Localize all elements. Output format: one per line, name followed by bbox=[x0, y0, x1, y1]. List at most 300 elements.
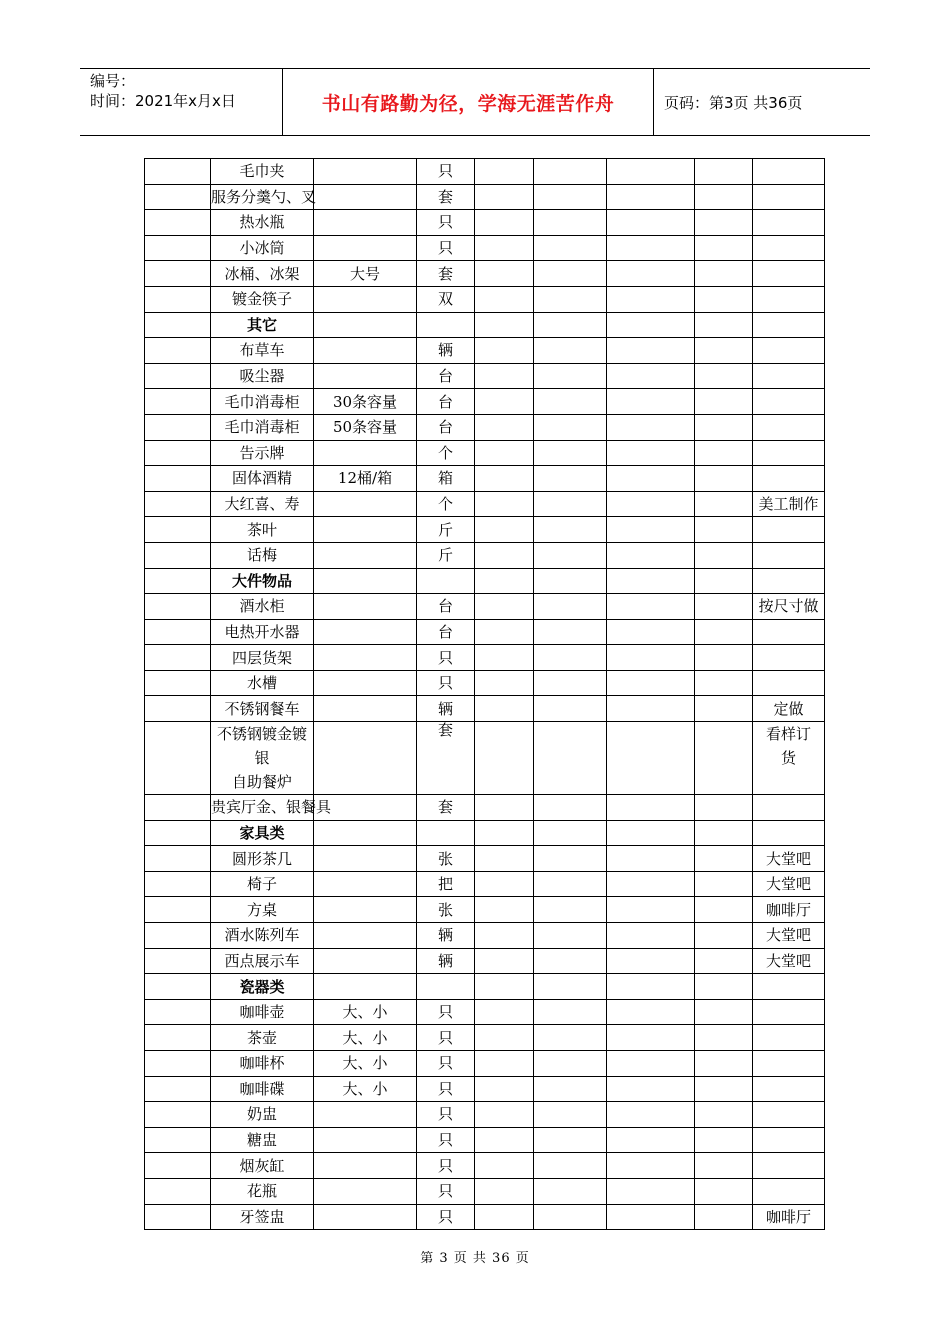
table-row bbox=[145, 619, 825, 645]
cell-note: 看样订 货 bbox=[753, 722, 825, 795]
cell-empty bbox=[534, 235, 607, 261]
cell-spec bbox=[314, 491, 417, 517]
cell-empty bbox=[607, 491, 695, 517]
cell-name: 圆形茶几 bbox=[211, 846, 314, 872]
cell-name: 椅子 bbox=[211, 871, 314, 897]
cell-unit: 只 bbox=[417, 1153, 475, 1179]
cell-name: 其它 bbox=[211, 312, 314, 338]
cell-empty bbox=[534, 1204, 607, 1230]
cell-empty bbox=[695, 363, 753, 389]
cell-name: 热水瓶 bbox=[211, 210, 314, 236]
cell-note bbox=[753, 974, 825, 1000]
cell-empty bbox=[607, 1025, 695, 1051]
cell-name: 家具类 bbox=[211, 820, 314, 846]
cell-note: 大堂吧 bbox=[753, 846, 825, 872]
cell-empty bbox=[607, 1204, 695, 1230]
cell-empty bbox=[695, 491, 753, 517]
cell-empty bbox=[607, 414, 695, 440]
cell-empty bbox=[475, 159, 534, 185]
cell-spec bbox=[314, 722, 417, 795]
cell-empty bbox=[534, 184, 607, 210]
cell-name: 大红喜、寿 bbox=[211, 491, 314, 517]
cell-unit: 只 bbox=[417, 1025, 475, 1051]
table-row bbox=[145, 338, 825, 364]
cell-name: 不锈钢餐车 bbox=[211, 696, 314, 722]
cell-spec bbox=[314, 517, 417, 543]
cell-name: 西点展示车 bbox=[211, 948, 314, 974]
cell-name: 不锈钢镀金镀银 自助餐炉 bbox=[211, 722, 314, 795]
cell-empty bbox=[145, 619, 211, 645]
cell-empty bbox=[475, 491, 534, 517]
cell-note bbox=[753, 1051, 825, 1077]
cell-spec bbox=[314, 1127, 417, 1153]
cell-empty bbox=[607, 261, 695, 287]
cell-note bbox=[753, 235, 825, 261]
cell-spec bbox=[314, 568, 417, 594]
cell-note bbox=[753, 1178, 825, 1204]
cell-spec bbox=[314, 184, 417, 210]
cell-empty bbox=[607, 820, 695, 846]
cell-spec bbox=[314, 1102, 417, 1128]
cell-name: 方桌 bbox=[211, 897, 314, 923]
table-row bbox=[145, 1153, 825, 1179]
cell-name: 电热开水器 bbox=[211, 619, 314, 645]
cell-spec bbox=[314, 1178, 417, 1204]
cell-spec bbox=[314, 1204, 417, 1230]
table-row bbox=[145, 897, 825, 923]
table-row bbox=[145, 670, 825, 696]
table-row bbox=[145, 1051, 825, 1077]
cell-empty bbox=[695, 210, 753, 236]
cell-empty bbox=[534, 542, 607, 568]
time-label: 时间：2021年x月x日 bbox=[90, 92, 236, 110]
cell-empty bbox=[145, 542, 211, 568]
cell-empty bbox=[607, 568, 695, 594]
cell-empty bbox=[145, 974, 211, 1000]
cell-unit bbox=[417, 820, 475, 846]
cell-empty bbox=[145, 1051, 211, 1077]
cell-empty bbox=[534, 1178, 607, 1204]
cell-note bbox=[753, 466, 825, 492]
cell-note: 大堂吧 bbox=[753, 923, 825, 949]
cell-empty bbox=[534, 974, 607, 1000]
cell-empty bbox=[145, 568, 211, 594]
cell-unit: 只 bbox=[417, 235, 475, 261]
cell-empty bbox=[695, 184, 753, 210]
cell-empty bbox=[475, 1153, 534, 1179]
cell-empty bbox=[534, 696, 607, 722]
cell-note: 大堂吧 bbox=[753, 948, 825, 974]
cell-empty bbox=[695, 594, 753, 620]
table-row bbox=[145, 594, 825, 620]
table-row bbox=[145, 1076, 825, 1102]
cell-unit: 套 bbox=[417, 261, 475, 287]
cell-empty bbox=[607, 645, 695, 671]
cell-empty bbox=[695, 1076, 753, 1102]
cell-empty bbox=[695, 286, 753, 312]
cell-empty bbox=[695, 645, 753, 671]
table-row bbox=[145, 1102, 825, 1128]
inventory-table-body bbox=[145, 159, 825, 1230]
cell-empty bbox=[607, 722, 695, 795]
cell-spec bbox=[314, 820, 417, 846]
cell-empty bbox=[475, 338, 534, 364]
cell-empty bbox=[695, 1178, 753, 1204]
cell-empty bbox=[607, 235, 695, 261]
cell-empty bbox=[695, 722, 753, 795]
table-row bbox=[145, 466, 825, 492]
cell-empty bbox=[145, 1153, 211, 1179]
cell-unit: 辆 bbox=[417, 948, 475, 974]
cell-name: 毛巾夹 bbox=[211, 159, 314, 185]
cell-empty bbox=[145, 414, 211, 440]
cell-empty bbox=[145, 389, 211, 415]
cell-empty bbox=[475, 897, 534, 923]
cell-note bbox=[753, 645, 825, 671]
cell-name: 烟灰缸 bbox=[211, 1153, 314, 1179]
cell-empty bbox=[607, 1178, 695, 1204]
cell-empty bbox=[475, 820, 534, 846]
cell-empty bbox=[534, 722, 607, 795]
page-header bbox=[80, 68, 870, 136]
cell-empty bbox=[475, 286, 534, 312]
cell-empty bbox=[695, 619, 753, 645]
cell-empty bbox=[534, 568, 607, 594]
category-row bbox=[145, 820, 825, 846]
table-row bbox=[145, 846, 825, 872]
cell-empty bbox=[475, 1127, 534, 1153]
cell-unit: 套 bbox=[417, 795, 475, 821]
cell-unit: 只 bbox=[417, 645, 475, 671]
table-row bbox=[145, 542, 825, 568]
cell-empty bbox=[475, 795, 534, 821]
cell-name: 大件物品 bbox=[211, 568, 314, 594]
cell-empty bbox=[534, 1102, 607, 1128]
cell-spec bbox=[314, 338, 417, 364]
table-row bbox=[145, 1178, 825, 1204]
cell-empty bbox=[145, 1102, 211, 1128]
cell-empty bbox=[475, 363, 534, 389]
cell-spec bbox=[314, 696, 417, 722]
cell-empty bbox=[475, 389, 534, 415]
cell-empty bbox=[534, 1153, 607, 1179]
cell-empty bbox=[695, 1127, 753, 1153]
cell-empty bbox=[145, 491, 211, 517]
cell-unit: 套 bbox=[417, 722, 475, 795]
cell-empty bbox=[475, 466, 534, 492]
cell-empty bbox=[534, 871, 607, 897]
cell-empty bbox=[534, 338, 607, 364]
cell-name: 咖啡壶 bbox=[211, 999, 314, 1025]
cell-note bbox=[753, 440, 825, 466]
cell-name: 毛巾消毒柜 bbox=[211, 414, 314, 440]
cell-name: 话梅 bbox=[211, 542, 314, 568]
cell-unit: 个 bbox=[417, 440, 475, 466]
cell-unit: 台 bbox=[417, 414, 475, 440]
cell-note: 定做 bbox=[753, 696, 825, 722]
cell-empty bbox=[695, 312, 753, 338]
cell-empty bbox=[475, 1178, 534, 1204]
cell-empty bbox=[145, 795, 211, 821]
cell-note bbox=[753, 820, 825, 846]
cell-empty bbox=[607, 1127, 695, 1153]
cell-empty bbox=[145, 722, 211, 795]
cell-empty bbox=[145, 871, 211, 897]
cell-spec: 大、小 bbox=[314, 1051, 417, 1077]
cell-unit: 辆 bbox=[417, 696, 475, 722]
cell-note bbox=[753, 542, 825, 568]
cell-note bbox=[753, 261, 825, 287]
cell-empty bbox=[695, 1025, 753, 1051]
cell-empty bbox=[475, 1025, 534, 1051]
cell-empty bbox=[607, 440, 695, 466]
cell-unit bbox=[417, 568, 475, 594]
cell-empty bbox=[607, 338, 695, 364]
cell-unit: 斤 bbox=[417, 542, 475, 568]
table-row bbox=[145, 414, 825, 440]
cell-empty bbox=[145, 210, 211, 236]
cell-empty bbox=[607, 1076, 695, 1102]
cell-empty bbox=[534, 159, 607, 185]
cell-empty bbox=[607, 897, 695, 923]
cell-spec bbox=[314, 235, 417, 261]
cell-empty bbox=[607, 846, 695, 872]
cell-name: 固体酒精 bbox=[211, 466, 314, 492]
cell-spec: 大号 bbox=[314, 261, 417, 287]
cell-note bbox=[753, 210, 825, 236]
cell-empty bbox=[534, 594, 607, 620]
cell-empty bbox=[475, 235, 534, 261]
cell-spec: 大、小 bbox=[314, 999, 417, 1025]
cell-spec bbox=[314, 670, 417, 696]
cell-unit: 只 bbox=[417, 1076, 475, 1102]
cell-name: 冰桶、冰架 bbox=[211, 261, 314, 287]
cell-note bbox=[753, 159, 825, 185]
cell-note bbox=[753, 414, 825, 440]
cell-spec: 大、小 bbox=[314, 1076, 417, 1102]
cell-unit: 只 bbox=[417, 1127, 475, 1153]
cell-empty bbox=[607, 1153, 695, 1179]
cell-empty bbox=[695, 414, 753, 440]
category-row bbox=[145, 974, 825, 1000]
cell-empty bbox=[534, 846, 607, 872]
cell-empty bbox=[607, 517, 695, 543]
cell-spec: 30条容量 bbox=[314, 389, 417, 415]
cell-empty bbox=[695, 1051, 753, 1077]
cell-empty bbox=[475, 594, 534, 620]
cell-name: 咖啡碟 bbox=[211, 1076, 314, 1102]
cell-empty bbox=[695, 670, 753, 696]
cell-unit: 斤 bbox=[417, 517, 475, 543]
table-row bbox=[145, 363, 825, 389]
cell-unit: 台 bbox=[417, 594, 475, 620]
cell-unit: 只 bbox=[417, 159, 475, 185]
cell-empty bbox=[475, 1204, 534, 1230]
cell-spec bbox=[314, 542, 417, 568]
table-row bbox=[145, 1204, 825, 1230]
cell-empty bbox=[145, 846, 211, 872]
number-label: 编号： bbox=[90, 72, 136, 90]
cell-empty bbox=[607, 312, 695, 338]
cell-unit: 套 bbox=[417, 184, 475, 210]
table-row bbox=[145, 286, 825, 312]
cell-empty bbox=[475, 210, 534, 236]
cell-empty bbox=[475, 261, 534, 287]
category-row bbox=[145, 568, 825, 594]
cell-empty bbox=[475, 568, 534, 594]
cell-empty bbox=[695, 846, 753, 872]
cell-spec bbox=[314, 363, 417, 389]
cell-empty bbox=[475, 1076, 534, 1102]
cell-empty bbox=[145, 363, 211, 389]
cell-empty bbox=[145, 517, 211, 543]
cell-note: 咖啡厅 bbox=[753, 897, 825, 923]
cell-spec bbox=[314, 923, 417, 949]
cell-empty bbox=[145, 594, 211, 620]
table-row bbox=[145, 389, 825, 415]
cell-note bbox=[753, 338, 825, 364]
cell-empty bbox=[695, 1153, 753, 1179]
cell-empty bbox=[607, 795, 695, 821]
cell-note bbox=[753, 795, 825, 821]
cell-empty bbox=[695, 159, 753, 185]
cell-empty bbox=[145, 1076, 211, 1102]
cell-empty bbox=[475, 948, 534, 974]
table-row bbox=[145, 491, 825, 517]
cell-empty bbox=[607, 696, 695, 722]
cell-empty bbox=[695, 235, 753, 261]
cell-empty bbox=[145, 312, 211, 338]
cell-note bbox=[753, 1076, 825, 1102]
table-row bbox=[145, 871, 825, 897]
header-motto: 书山有路勤为径，学海无涯苦作舟 bbox=[282, 69, 654, 135]
cell-spec bbox=[314, 210, 417, 236]
cell-note: 按尺寸做 bbox=[753, 594, 825, 620]
cell-name: 糖盅 bbox=[211, 1127, 314, 1153]
cell-unit: 双 bbox=[417, 286, 475, 312]
cell-empty bbox=[607, 542, 695, 568]
cell-empty bbox=[695, 466, 753, 492]
cell-empty bbox=[534, 517, 607, 543]
table-row bbox=[145, 184, 825, 210]
cell-empty bbox=[145, 897, 211, 923]
cell-unit bbox=[417, 312, 475, 338]
cell-empty bbox=[534, 466, 607, 492]
cell-empty bbox=[475, 184, 534, 210]
cell-empty bbox=[475, 974, 534, 1000]
cell-note bbox=[753, 184, 825, 210]
cell-empty bbox=[695, 948, 753, 974]
cell-unit: 只 bbox=[417, 1178, 475, 1204]
cell-empty bbox=[534, 923, 607, 949]
cell-empty bbox=[534, 363, 607, 389]
cell-spec: 50条容量 bbox=[314, 414, 417, 440]
cell-empty bbox=[475, 846, 534, 872]
cell-unit: 只 bbox=[417, 210, 475, 236]
cell-name: 布草车 bbox=[211, 338, 314, 364]
cell-empty bbox=[534, 795, 607, 821]
cell-spec bbox=[314, 897, 417, 923]
cell-empty bbox=[145, 820, 211, 846]
cell-empty bbox=[145, 696, 211, 722]
cell-name: 茶壶 bbox=[211, 1025, 314, 1051]
category-row bbox=[145, 312, 825, 338]
cell-empty bbox=[145, 923, 211, 949]
cell-unit: 箱 bbox=[417, 466, 475, 492]
cell-empty bbox=[534, 1127, 607, 1153]
cell-empty bbox=[145, 948, 211, 974]
cell-empty bbox=[475, 645, 534, 671]
header-meta bbox=[80, 69, 282, 135]
cell-empty bbox=[695, 999, 753, 1025]
cell-empty bbox=[607, 948, 695, 974]
cell-empty bbox=[695, 974, 753, 1000]
cell-empty bbox=[534, 491, 607, 517]
cell-name: 贵宾厅金、银餐具 bbox=[211, 795, 314, 821]
cell-name: 镀金筷子 bbox=[211, 286, 314, 312]
cell-empty bbox=[607, 923, 695, 949]
cell-name: 水槽 bbox=[211, 670, 314, 696]
cell-empty bbox=[475, 871, 534, 897]
cell-empty bbox=[534, 210, 607, 236]
cell-empty bbox=[145, 1025, 211, 1051]
cell-empty bbox=[145, 1204, 211, 1230]
table-row bbox=[145, 696, 825, 722]
cell-empty bbox=[534, 670, 607, 696]
cell-empty bbox=[475, 696, 534, 722]
cell-empty bbox=[607, 594, 695, 620]
cell-name: 酒水柜 bbox=[211, 594, 314, 620]
cell-unit bbox=[417, 974, 475, 1000]
cell-empty bbox=[534, 897, 607, 923]
cell-empty bbox=[607, 1102, 695, 1128]
cell-empty bbox=[145, 466, 211, 492]
header-page-info: 页码：第3页 共36页 bbox=[664, 93, 803, 112]
cell-empty bbox=[145, 184, 211, 210]
cell-empty bbox=[145, 286, 211, 312]
cell-unit: 只 bbox=[417, 1051, 475, 1077]
cell-note bbox=[753, 1153, 825, 1179]
cell-empty bbox=[695, 795, 753, 821]
cell-empty bbox=[475, 999, 534, 1025]
cell-empty bbox=[607, 363, 695, 389]
cell-note bbox=[753, 1025, 825, 1051]
table-row bbox=[145, 261, 825, 287]
cell-empty bbox=[145, 261, 211, 287]
cell-name: 酒水陈列车 bbox=[211, 923, 314, 949]
cell-empty bbox=[475, 722, 534, 795]
cell-note: 咖啡厅 bbox=[753, 1204, 825, 1230]
cell-note bbox=[753, 517, 825, 543]
cell-note: 美工制作 bbox=[753, 491, 825, 517]
cell-note bbox=[753, 568, 825, 594]
cell-note bbox=[753, 1127, 825, 1153]
cell-name: 花瓶 bbox=[211, 1178, 314, 1204]
cell-unit: 辆 bbox=[417, 338, 475, 364]
page-footer: 第 3 页 共 36 页 bbox=[420, 1251, 530, 1266]
cell-name: 毛巾消毒柜 bbox=[211, 389, 314, 415]
cell-empty bbox=[607, 210, 695, 236]
cell-empty bbox=[695, 696, 753, 722]
inventory-table bbox=[144, 158, 825, 1230]
cell-note bbox=[753, 312, 825, 338]
table-row bbox=[145, 948, 825, 974]
cell-spec bbox=[314, 846, 417, 872]
cell-empty bbox=[475, 619, 534, 645]
cell-empty bbox=[607, 871, 695, 897]
cell-empty bbox=[695, 338, 753, 364]
cell-name: 牙签盅 bbox=[211, 1204, 314, 1230]
